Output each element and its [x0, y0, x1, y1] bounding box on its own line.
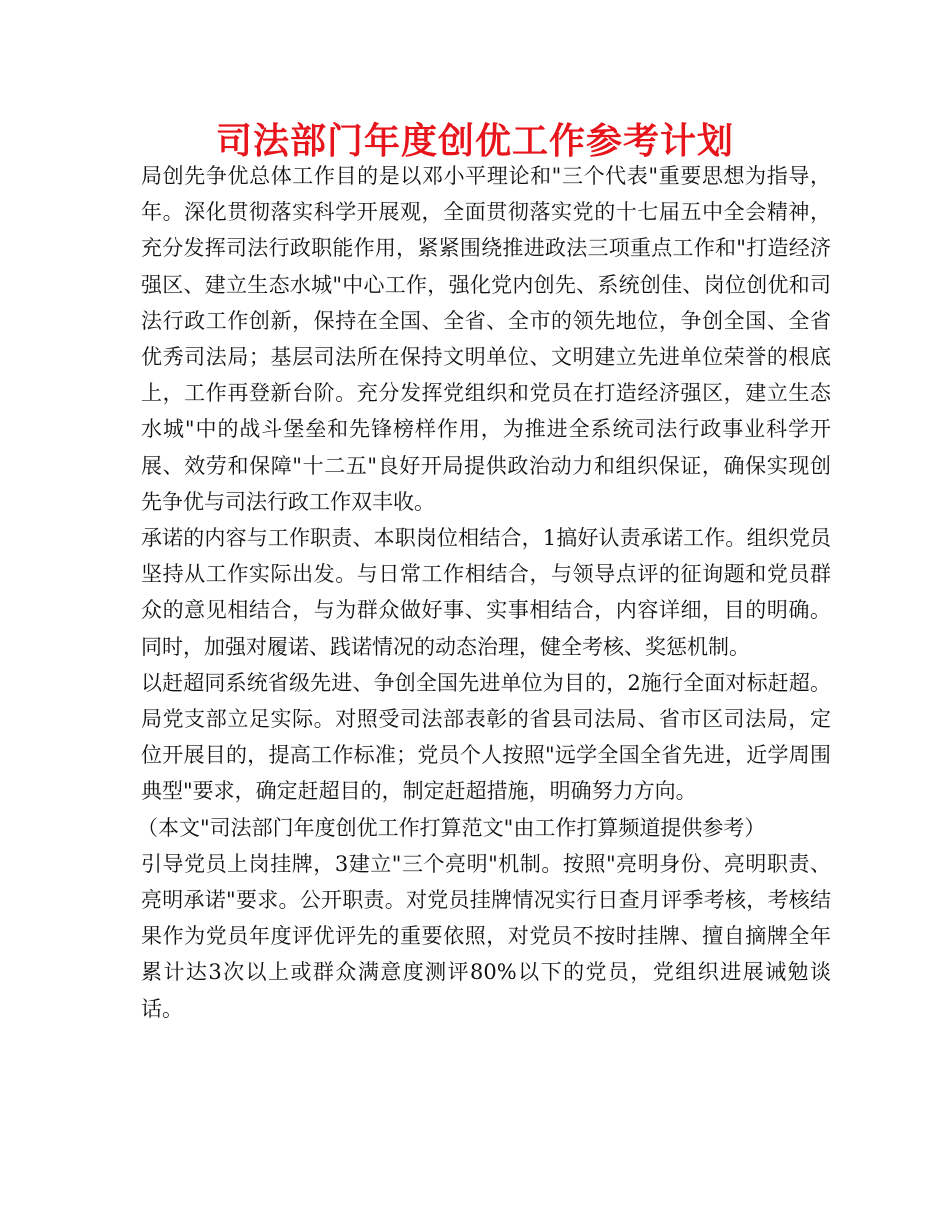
paragraph-benchmark: 以赶超同系统省级先进、争创全国先进单位为目的，2施行全面对标赶超。局党支部立足实际。对照受司法部表彰的省县司法局、省市区司法局，定位开展目的，提高工作标准；党员个人按照"远学全国全省先进，近学周围典型"要求，确定赶超目的，制定赶超措施，明确努力方向。	[141, 670, 831, 804]
paragraph-three-clarity: 引导党员上岗挂牌，3建立"三个亮明"机制。按照"亮明身份、亮明职责、亮明承诺"要求。公开职责。对党员挂牌情况实行日查月评季考核，考核结果作为党员年度评优评先的重要依照，对党员不按时挂牌、擅自摘牌全年累计达3次以上或群众满意度测评80%以下的党员，党组织进展诫勉谈话。	[141, 851, 831, 1021]
document-body	[137, 158, 831, 1027]
paragraph-commitment: 承诺的内容与工作职责、本职岗位相结合，1搞好认责承诺工作。组织党员坚持从工作实际出发。与日常工作相结合，与领导点评的征询题和党员群众的意见相结合，与为群众做好事、实事相结合，内容详细，目的明确。同时，加强对履诺、践诺情况的动态治理，健全考核、奖惩机制。	[141, 526, 831, 659]
paragraph-source-note: （本文"司法部门年度创优工作打算范文"由工作打算频道提供参考）	[137, 815, 766, 840]
paragraph-goal: 局创先争优总体工作目的是以邓小平理论和"三个代表"重要思想为指导，年。深化贯彻落实科学开展观，全面贯彻落实党的十七届五中全会精神，充分发挥司法行政职能作用，紧紧围绕推进政法三项重点工作和"打造经济强区、建立生态水城"中心工作，强化党内创先、系统创佳、岗位创优和司法行政工作创新，保持在全国、全省、全市的领先地位，争创全国、全省优秀司法局；基层司法所在保持文明单位、文明建立先进单位荣誉的根底上，工作再登新台阶。充分发挥党组织和党员在打造经济强区，建立生态水城"中的战斗堡垒和先锋榜样作用，为推进全系统司法行政事业科学开展、效劳和保障"十二五"良好开局提供政治动力和组织保证，确保实现创先争优与司法行政工作双丰收。	[141, 164, 831, 514]
document-title: 司法部门年度创优工作参考计划	[215, 121, 734, 162]
